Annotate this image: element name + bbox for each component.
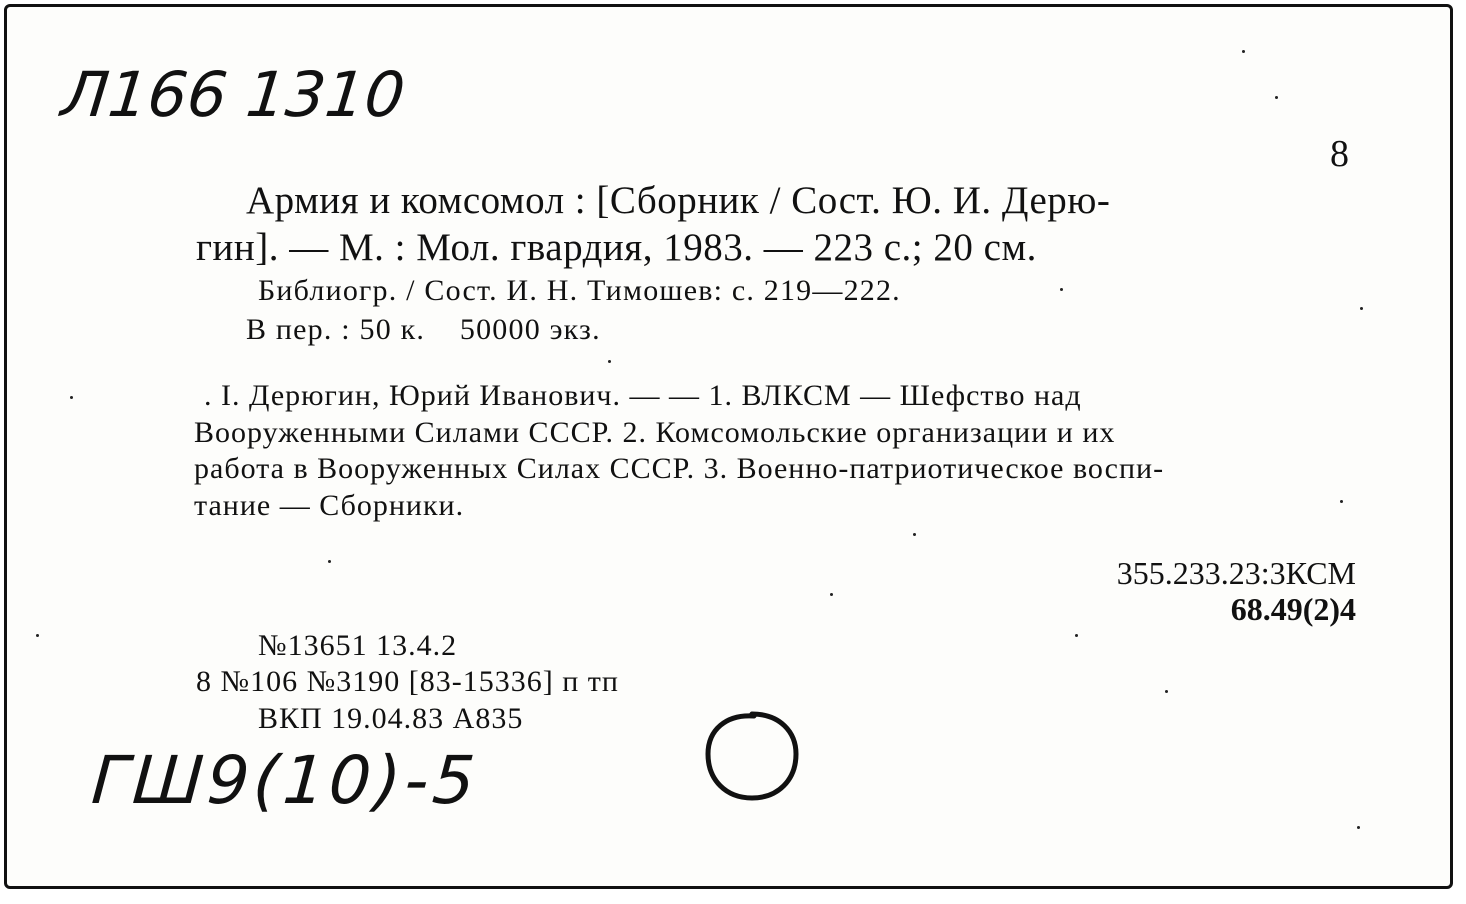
binding-price-note: В пер. : 50 к. 50000 экз. [246, 313, 601, 346]
subject-line-4: тание — Сборники. [194, 489, 465, 522]
subject-line-3: работа в Вооруженных Силах СССР. 3. Военно-патриотическое воспи- [194, 452, 1165, 485]
card-number: 8 [1330, 133, 1349, 175]
entry-title-line-1: Армия и комсомол : [Сборник / Сост. Ю. И. Дерю- [246, 179, 1111, 222]
registry-line-2: 8 №106 №3190 [83-15336] п тп [196, 665, 619, 698]
udc-code: 355.233.23:3КСМ [1116, 555, 1356, 591]
drawn-circle-icon [702, 708, 802, 804]
bibliography-note: Библиогр. / Сост. И. Н. Тимошев: с. 219—222. [258, 274, 901, 307]
bbk-code: 68.49(2)4 [1230, 591, 1356, 627]
handwritten-classification: ГШ9(10)-5 [89, 742, 482, 819]
registry-line-3: ВКП 19.04.83 А835 [258, 702, 524, 735]
handwritten-shelf-code: Л166 1310 [58, 58, 409, 131]
subject-line-1: . I. Дерюгин, Юрий Иванович. — — 1. ВЛКСМ — Шефство над [204, 379, 1082, 412]
subject-line-2: Вооруженными Силами СССР. 2. Комсомольские организации и их [194, 416, 1116, 449]
entry-title-line-2: гин]. — М. : Мол. гвардия, 1983. — 223 с.; 20 см. [196, 226, 1037, 269]
registry-line-1: №13651 13.4.2 [258, 629, 458, 662]
